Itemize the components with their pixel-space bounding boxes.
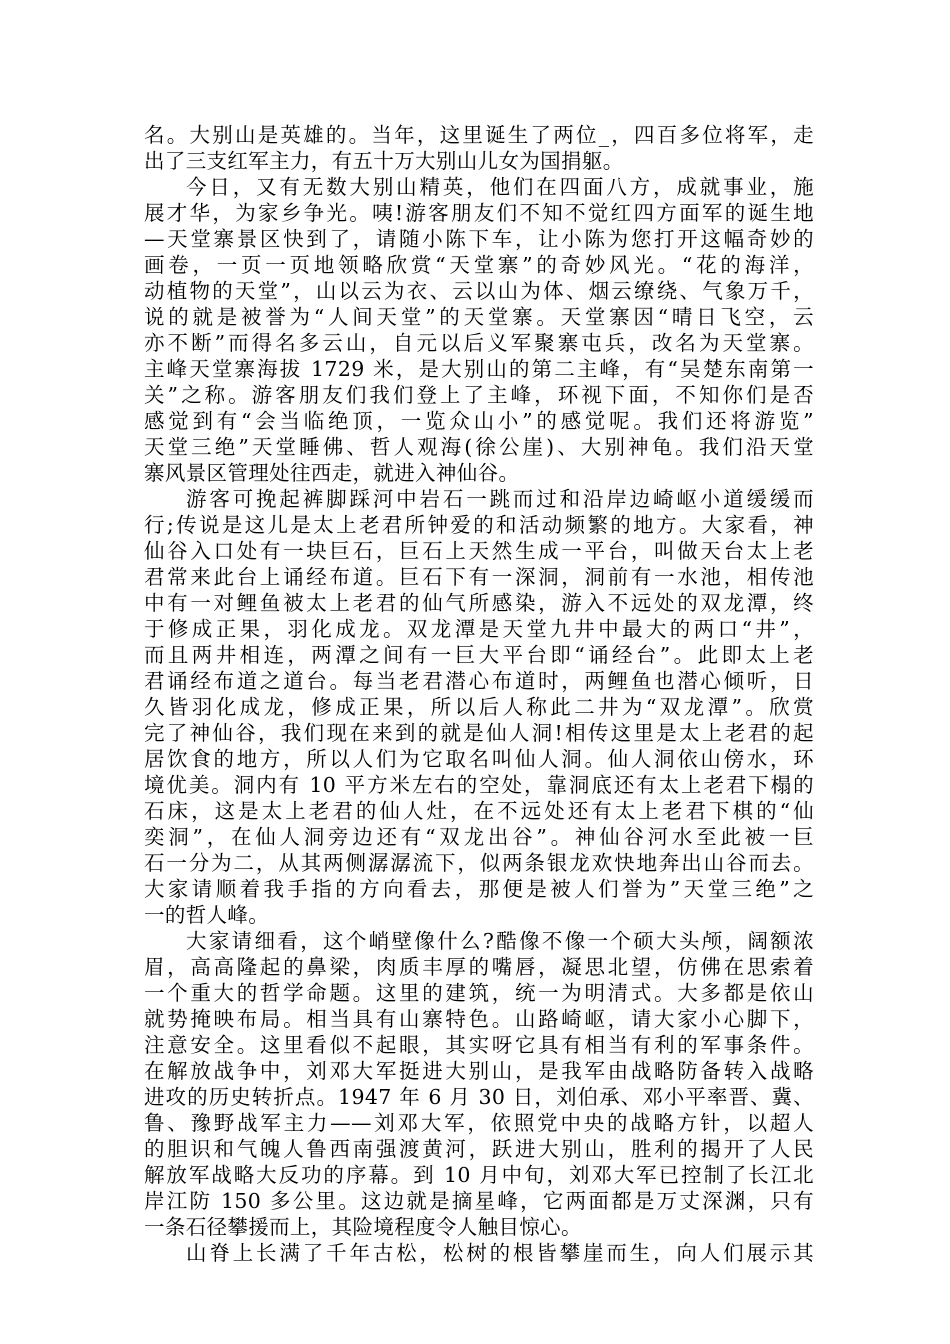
text-line: 行;传说是这儿是太上老君所钟爱的和活动频繁的地方。大家看，神 [144,513,814,537]
text-line: 大家请细看，这个峭壁像什么?酷像不像一个硕大头颅，阔额浓 [186,929,814,953]
text-line: 岸江防 150 多公里。这边就是摘星峰，它两面都是万丈深渊，只有 [144,1189,814,1213]
text-line: 仙谷入口处有一块巨石，巨石上天然生成一平台，叫做天台太上老 [144,539,814,563]
text-line: 感觉到有“会当临绝顶，一览众山小”的感觉呢。我们还将游览” [144,409,814,433]
text-line: 鲁、豫野战军主力——刘邓大军，依照党中央的战略方针，以超人 [144,1111,814,1135]
text-line: 石床，这是太上老君的仙人灶，在不远处还有太上老君下棋的“仙 [144,799,814,823]
text-line: 寨风景区管理处往西走，就进入神仙谷。 [144,461,520,485]
text-line: 境优美。洞内有 10 平方米左右的空处，靠洞底还有太上老君下榻的 [144,773,814,797]
text-line: 画卷，一页一页地领略欣赏“天堂寨”的奇妙风光。“花的海洋， [144,253,814,277]
text-line: 君诵经布道之道台。每当老君潜心布道时，两鲤鱼也潜心倾听，日 [144,669,814,693]
text-line: 主峰天堂寨海拔 1729 米，是大别山的第二主峰，有“吴楚东南第一 [144,357,814,381]
body-text [144,122,814,1266]
text-line: 游客可挽起裤脚踩河中岩石一跳而过和沿岸边崎岖小道缓缓而 [186,487,814,511]
text-line: 出了三支红军主力，有五十万大别山儿女为国捐躯。 [144,149,624,173]
text-line: 山脊上长满了千年古松，松树的根皆攀崖而生，向人们展示其 [186,1241,814,1265]
text-line: 完了神仙谷，我们现在来到的就是仙人洞!相传这里是太上老君的起 [144,721,814,745]
text-line: 一的哲人峰。 [144,903,270,927]
text-line: 关”之称。游客朋友们我们登上了主峰，环视下面，不知你们是否 [144,383,814,407]
text-line: 的胆识和气魄人鲁西南强渡黄河，跃进大别山，胜利的揭开了人民 [144,1137,814,1161]
text-line: 解放军战略大反功的序幕。到 10 月中旬，刘邓大军已控制了长江北 [144,1163,814,1187]
text-line: 在解放战争中，刘邓大军挺进大别山，是我军由战略防备转入战略 [144,1059,814,1083]
text-line: 久皆羽化成龙，修成正果，所以后人称此二井为“双龙潭”。欣赏 [144,695,814,719]
text-line: 说的就是被誉为“人间天堂”的天堂寨。天堂寨因“晴日飞空，云 [144,305,814,329]
text-line: 中有一对鲤鱼被太上老君的仙气所感染，游入不远处的双龙潭，终 [144,591,814,615]
text-line: 天堂三绝”天堂睡佛、哲人观海(徐公崖)、大别神龟。我们沿天堂 [144,435,814,459]
text-line: 就势掩映布局。相当具有山寨特色。山路崎岖，请大家小心脚下， [144,1007,814,1031]
text-line: 君常来此台上诵经布道。巨石下有一深洞，洞前有一水池，相传池 [144,565,814,589]
text-line: —天堂寨景区快到了，请随小陈下车，让小陈为您打开这幅奇妙的 [144,227,814,251]
text-line: 名。大别山是英雄的。当年，这里诞生了两位_，四百多位将军，走 [144,123,814,147]
text-line: 今日，又有无数大别山精英，他们在四面八方，成就事业，施 [186,175,814,199]
text-line: 石一分为二，从其两侧潺潺流下，似两条银龙欢快地奔出山谷而去。 [144,851,814,875]
text-line: 一个重大的哲学命题。这里的建筑，统一为明清式。大多都是依山 [144,981,814,1005]
text-line: 大家请顺着我手指的方向看去，那便是被人们誉为”天堂三绝”之 [144,877,814,901]
text-line: 亦不断”而得名多云山，自元以后义军聚寨屯兵，改名为天堂寨。 [144,331,814,355]
text-line: 进攻的历史转折点。1947 年 6 月 30 日，刘伯承、邓小平率晋、冀、 [144,1085,814,1109]
text-line: 眉，高高隆起的鼻梁，肉质丰厚的嘴唇，凝思北望，仿佛在思索着 [144,955,814,979]
text-line: 展才华，为家乡争光。咦!游客朋友们不知不觉红四方面军的诞生地 [144,201,814,225]
text-line: 动植物的天堂”，山以云为衣、云以山为体、烟云缭绕、气象万千， [144,279,814,303]
text-line: 于修成正果，羽化成龙。双龙潭是天堂九井中最大的两口“井”， [144,617,814,641]
text-line: 而且两井相连，两潭之间有一巨大平台即“诵经台”。此即太上老 [144,643,814,667]
text-line: 注意安全。这里看似不起眼，其实呀它具有相当有利的军事条件。 [144,1033,814,1057]
text-line: 奕洞”，在仙人洞旁边还有“双龙出谷”。神仙谷河水至此被一巨 [144,825,814,849]
text-line: 居饮食的地方，所以人们为它取名叫仙人洞。仙人洞依山傍水，环 [144,747,814,771]
text-line: 一条石径攀援而上，其险境程度令人触目惊心。 [144,1215,582,1239]
